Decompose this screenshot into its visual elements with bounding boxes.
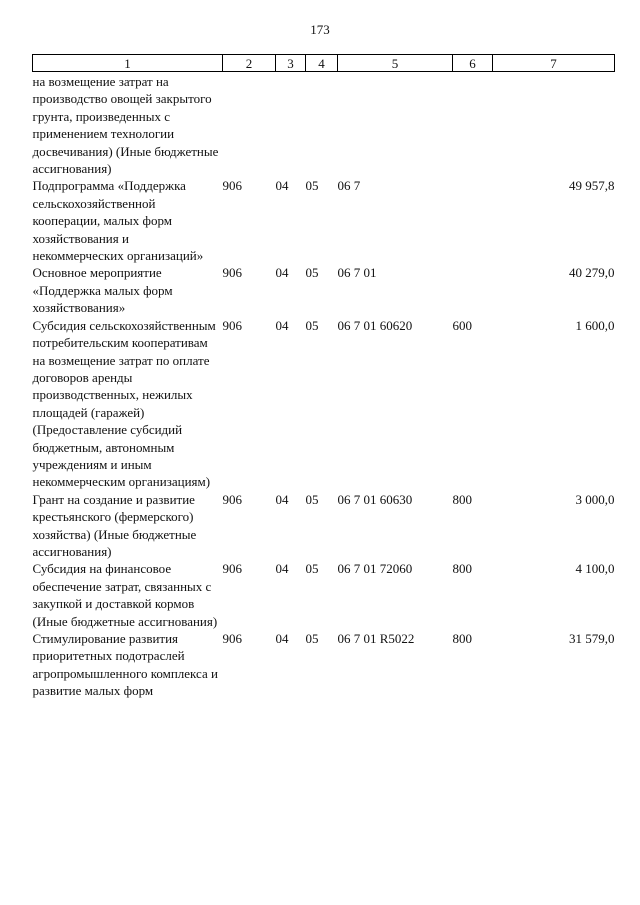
col-header-6: 6 <box>453 55 493 72</box>
row-name: Субсидия на финансовое обеспечение затрат, связанных с закупкой и доставкой кормов (Иные бюджетные ассигнования) <box>32 561 218 629</box>
col-header-3: 3 <box>276 55 306 72</box>
row-expense-type <box>453 264 493 316</box>
row-section: 04 <box>275 631 289 646</box>
row-ministry-code: 906 <box>222 631 242 646</box>
row-subsection: 05 <box>305 631 319 646</box>
table-row <box>33 317 615 491</box>
row-target-article: 06 7 01 60630 <box>337 491 413 507</box>
header-row <box>33 55 615 72</box>
row-target-article: 06 7 01 <box>337 265 377 281</box>
row-expense-type: 600 <box>452 317 472 333</box>
budget-table <box>32 54 615 700</box>
row-amount: 1 600,0 <box>575 317 615 333</box>
row-amount <box>493 72 615 178</box>
row-section: 04 <box>275 265 289 281</box>
row-expense-type: 800 <box>452 631 472 646</box>
row-target-article: 06 7 <box>337 178 361 194</box>
col-header-5: 5 <box>338 55 453 72</box>
row-section <box>276 72 306 178</box>
row-subsection: 05 <box>305 561 319 577</box>
col-header-1: 1 <box>33 55 223 72</box>
row-amount: 3 000,0 <box>575 491 615 507</box>
row-expense-type <box>453 72 493 178</box>
row-name: Подпрограмма «Поддержка сельскохозяйственной кооперации, малых форм хозяйствования и некоммерческих организаций» <box>32 178 204 264</box>
col-header-2: 2 <box>223 55 276 72</box>
row-subsection: 05 <box>305 178 319 194</box>
row-ministry-code: 906 <box>222 561 242 577</box>
table-row <box>33 177 615 264</box>
row-target-article <box>338 72 453 178</box>
row-ministry-code <box>223 72 276 178</box>
row-name: Грант на создание и развитие крестьянского (фермерского) хозяйства) (Иные бюджетные ассигнования) <box>32 491 197 559</box>
row-expense-type: 800 <box>452 491 472 507</box>
row-expense-type <box>453 177 493 264</box>
row-target-article: 06 7 01 72060 <box>337 561 413 577</box>
row-name: Основное мероприятие «Поддержка малых форм хозяйствования» <box>32 265 173 316</box>
row-name: Стимулирование развития приоритетных подотраслей агропромышленного комплекса и развитие малых форм <box>32 631 218 699</box>
row-section: 04 <box>275 178 289 194</box>
row-subsection: 05 <box>305 491 319 507</box>
row-name: Субсидия сельскохозяйственным потребительским кооперативам на возмещение затрат по оплате договоров аренды производственных, нежилых площадей (гаражей) (Предоставление субсидий бюджетным, автономным учреждениям и иным некоммерческим организациям) <box>32 317 216 490</box>
row-section: 04 <box>275 561 289 577</box>
table-row <box>33 560 615 630</box>
row-name: на возмещение затрат на производство овощей закрытого грунта, произведенных с применением технологии досвечивания) (Иные бюджетные ассигнования) <box>32 74 219 177</box>
table-row <box>33 630 615 700</box>
table-row <box>33 491 615 561</box>
table-row <box>33 72 615 178</box>
row-subsection: 05 <box>305 265 319 281</box>
col-header-4: 4 <box>306 55 338 72</box>
row-section: 04 <box>275 491 289 507</box>
row-ministry-code: 906 <box>222 491 242 507</box>
row-target-article: 06 7 01 60620 <box>337 317 413 333</box>
table-row <box>33 264 615 316</box>
row-amount: 31 579,0 <box>569 631 615 646</box>
col-header-7: 7 <box>493 55 615 72</box>
row-expense-type: 800 <box>452 561 472 577</box>
row-subsection <box>306 72 338 178</box>
row-ministry-code: 906 <box>222 265 242 281</box>
row-ministry-code: 906 <box>222 178 242 194</box>
row-target-article: 06 7 01 R5022 <box>337 631 415 646</box>
row-amount: 40 279,0 <box>569 265 615 281</box>
row-subsection: 05 <box>305 317 319 333</box>
row-ministry-code: 906 <box>222 317 242 333</box>
row-amount: 49 957,8 <box>569 178 615 194</box>
page-number: 173 <box>310 22 330 37</box>
row-section: 04 <box>275 317 289 333</box>
row-amount: 4 100,0 <box>575 561 615 577</box>
